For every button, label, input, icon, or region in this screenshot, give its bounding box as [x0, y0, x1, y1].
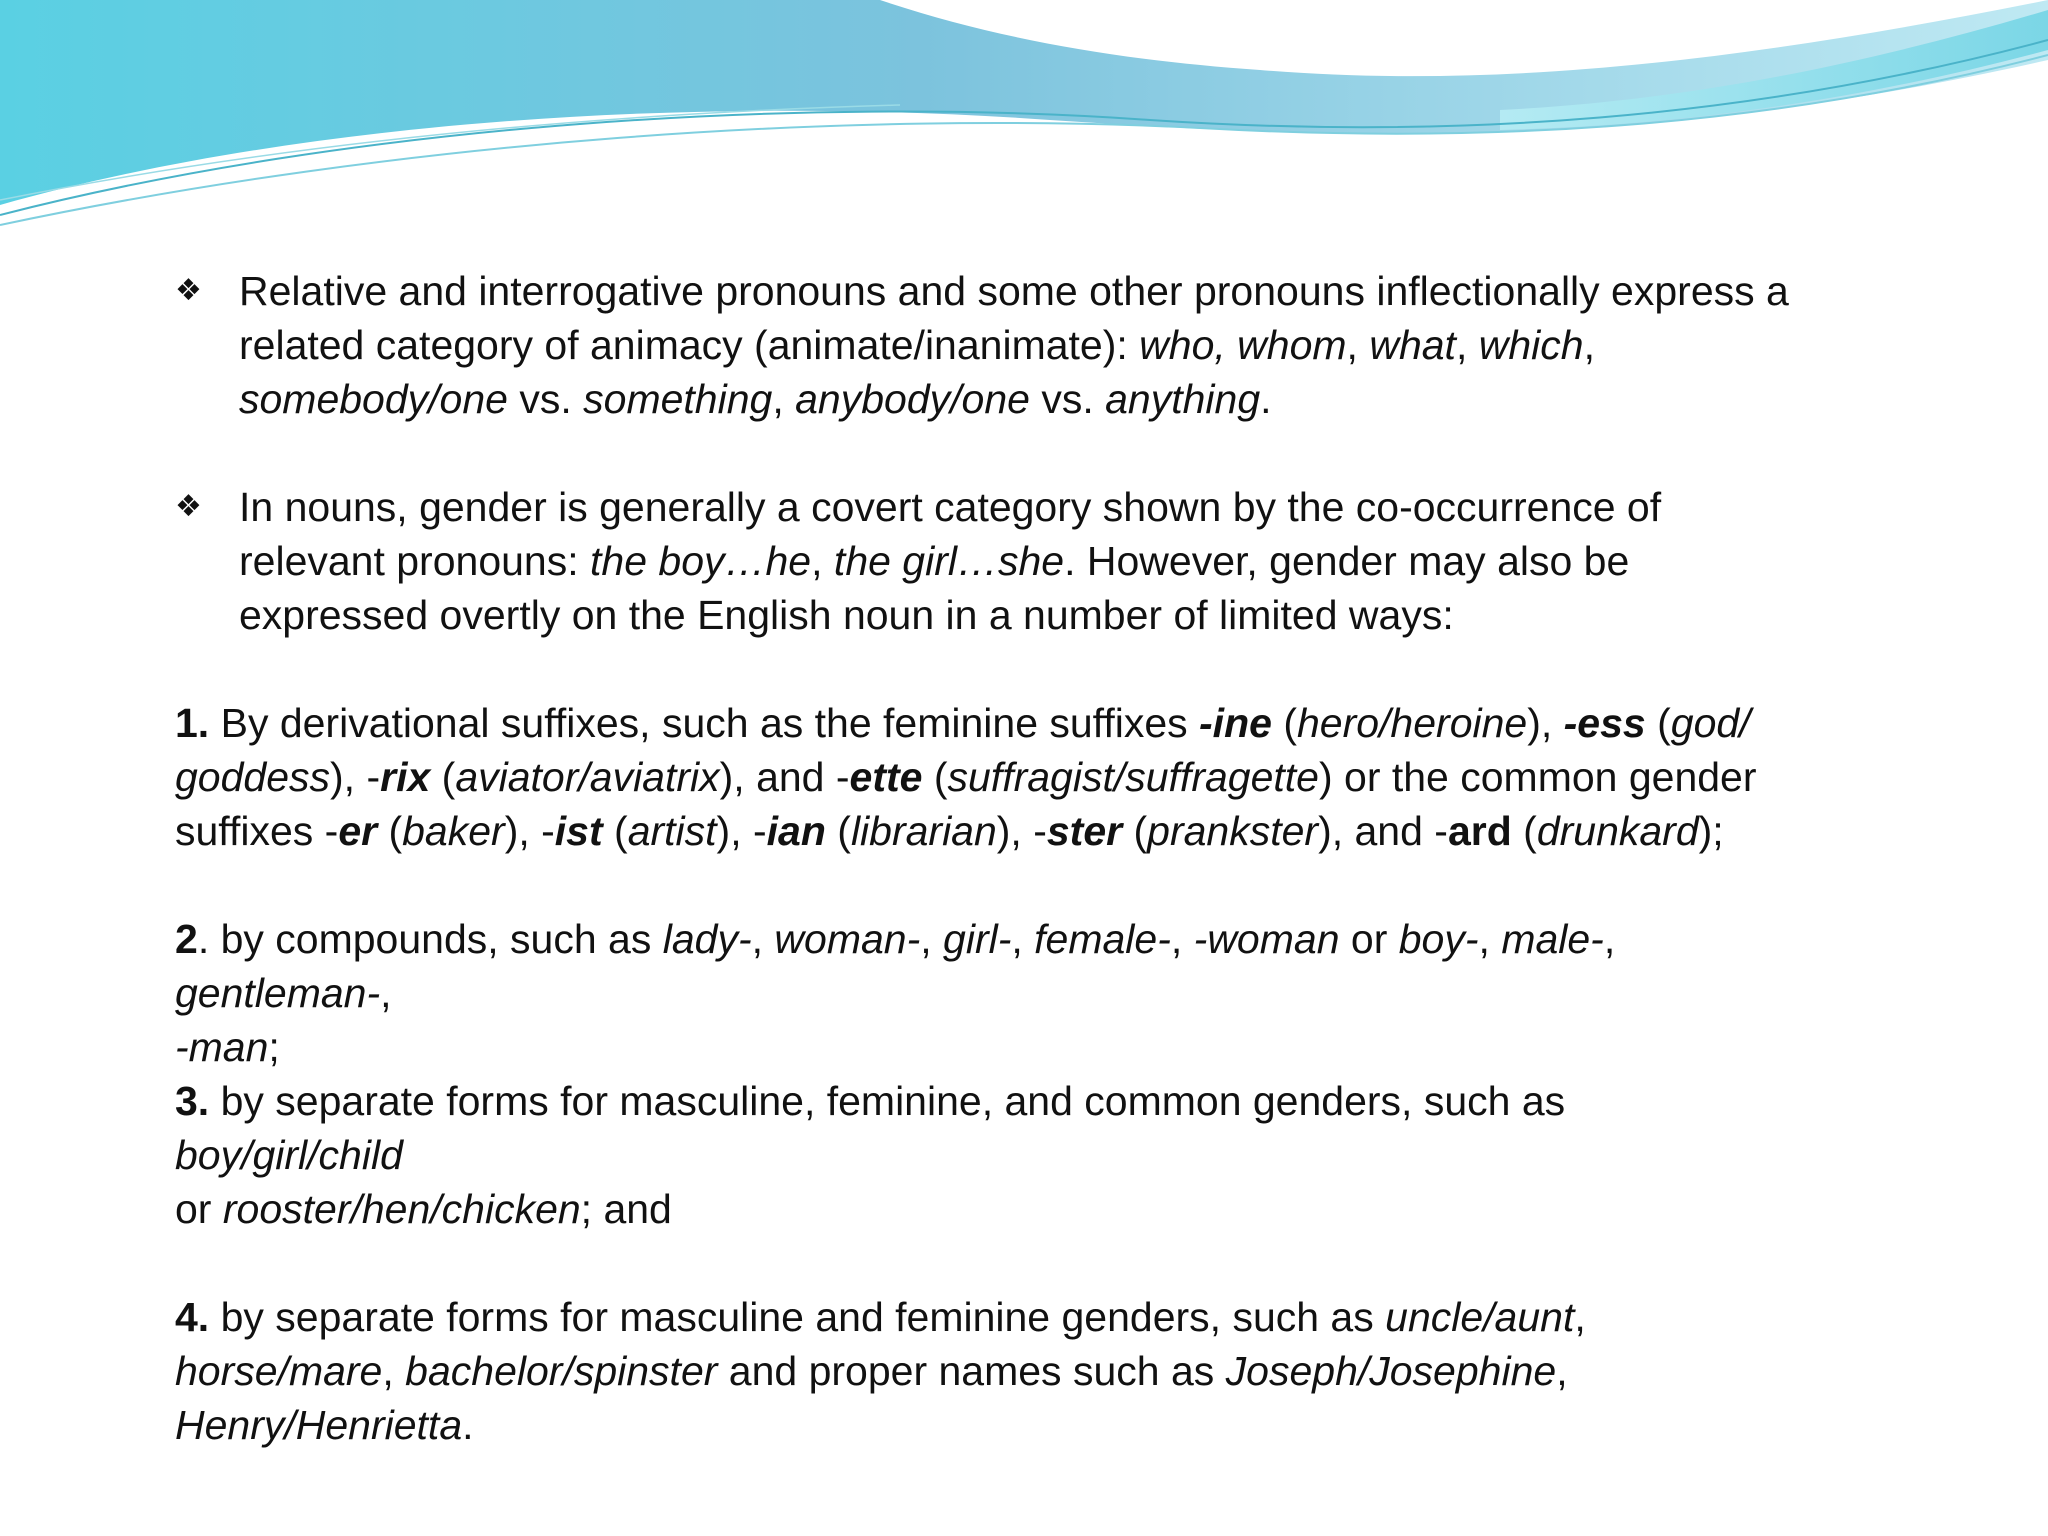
text-run: ,: [382, 1348, 406, 1394]
text-line: [239, 588, 1975, 642]
text-run: Relative and interrogative pronouns and some other pronouns inflectionally express a: [239, 268, 1789, 314]
text-line: [175, 1074, 1975, 1128]
text-run: ist: [554, 808, 603, 854]
text-run: rooster/hen/chicken: [222, 1186, 581, 1232]
text-run: related category of animacy (animate/inanimate):: [239, 322, 1140, 368]
text-run: anything: [1105, 376, 1261, 422]
text-run: ette: [849, 754, 923, 800]
text-run: the girl…she: [833, 538, 1065, 584]
text-line: [175, 750, 1975, 804]
numbered-item-2: [175, 912, 1975, 1074]
text-run: ,: [1556, 1348, 1568, 1394]
text-run: suffragist/suffragette: [947, 754, 1319, 800]
text-run: 3.: [175, 1078, 210, 1124]
text-run: ; and: [580, 1186, 672, 1232]
text-run: ,: [380, 970, 392, 1016]
spacer: [175, 858, 1975, 912]
text-run: relevant pronouns:: [239, 538, 591, 584]
text-run: girl-: [943, 916, 1012, 962]
text-run: ), and -: [719, 754, 850, 800]
text-run: ), -: [716, 808, 767, 854]
text-run: gentleman-: [175, 970, 381, 1016]
text-run: -ine: [1199, 700, 1272, 746]
text-run: ,: [811, 538, 834, 584]
text-run: . by compounds, such as: [197, 916, 663, 962]
text-run: Joseph/Josephine: [1225, 1348, 1557, 1394]
text-run: drunkard: [1536, 808, 1699, 854]
text-run: ,: [1574, 1294, 1586, 1340]
text-run: by separate forms for masculine and feminine genders, such as: [209, 1294, 1386, 1340]
bullet-animacy: [175, 264, 1975, 426]
text-line: [239, 480, 1975, 534]
text-run: ),: [1527, 700, 1564, 746]
text-run: ard: [1447, 808, 1512, 854]
text-run: hero/heroine: [1296, 700, 1528, 746]
spacer: [175, 642, 1975, 696]
text-run: ,: [1011, 916, 1035, 962]
text-line: [175, 1398, 1975, 1452]
text-run: -woman: [1193, 916, 1340, 962]
text-run: aviator/aviatrix: [455, 754, 720, 800]
text-run: .: [1260, 376, 1272, 422]
text-run: In nouns, gender is generally a covert category shown by the co-occurrence of: [239, 484, 1662, 530]
text-run: bachelor/spinster: [405, 1348, 718, 1394]
text-run: artist: [627, 808, 717, 854]
text-run: By derivational suffixes, such as the feminine suffixes: [209, 700, 1200, 746]
text-run: boy-: [1398, 916, 1479, 962]
text-run: rix: [380, 754, 431, 800]
text-run: librarian: [850, 808, 997, 854]
text-run: 1.: [175, 700, 210, 746]
text-run: Henry/Henrietta: [175, 1402, 463, 1448]
slide-body: [175, 264, 1975, 1452]
text-run: ,: [1583, 322, 1595, 368]
text-run: who, whom: [1139, 322, 1347, 368]
text-run: (: [1122, 808, 1148, 854]
text-run: what: [1369, 322, 1456, 368]
text-run: vs.: [507, 376, 584, 422]
text-run: ;: [268, 1024, 280, 1070]
text-line: [175, 1182, 1975, 1236]
text-run: ), and -: [1318, 808, 1448, 854]
four-diamond-icon: ❖: [175, 273, 202, 308]
text-run: which: [1478, 322, 1584, 368]
text-run: );: [1698, 808, 1724, 854]
text-run: vs.: [1029, 376, 1106, 422]
text-run: ,: [1346, 322, 1370, 368]
text-run: anybody/one: [795, 376, 1030, 422]
text-run: ), -: [330, 754, 381, 800]
text-run: ,: [1478, 916, 1502, 962]
text-line: [239, 372, 1975, 426]
bullet-text: [239, 264, 1975, 426]
bullet-text: [239, 480, 1975, 642]
spacer: [175, 426, 1975, 480]
text-run: expressed overtly on the English noun in a number of limited ways:: [239, 592, 1454, 638]
text-run: something: [583, 376, 773, 422]
text-run: woman-: [774, 916, 921, 962]
text-run: (: [1645, 700, 1671, 746]
text-line: [175, 1344, 1975, 1398]
bullet-noun-gender: [175, 480, 1975, 642]
text-line: [239, 534, 1975, 588]
text-run: and proper names such as: [717, 1348, 1226, 1394]
text-run: er: [338, 808, 378, 854]
text-run: ,: [772, 376, 796, 422]
text-run: -ess: [1563, 700, 1646, 746]
text-run: (: [430, 754, 456, 800]
text-run: ian: [766, 808, 826, 854]
text-run: boy/girl/child: [175, 1132, 403, 1178]
text-run: 4.: [175, 1294, 210, 1340]
text-run: the boy…he: [590, 538, 812, 584]
text-run: somebody/one: [239, 376, 508, 422]
text-run: (: [1511, 808, 1537, 854]
text-line: [239, 264, 1975, 318]
spacer: [175, 1236, 1975, 1290]
text-run: (: [825, 808, 851, 854]
text-line: [175, 966, 1975, 1020]
numbered-item-3: [175, 1074, 1975, 1236]
text-run: ), -: [996, 808, 1047, 854]
text-run: ,: [1455, 322, 1479, 368]
text-run: horse/mare: [175, 1348, 383, 1394]
text-run: or: [175, 1186, 223, 1232]
text-run: (: [377, 808, 403, 854]
text-run: ,: [920, 916, 944, 962]
text-line: [175, 1020, 1975, 1074]
text-line: [175, 1128, 1975, 1182]
numbered-item-1: [175, 696, 1975, 858]
text-line: [175, 912, 1975, 966]
text-run: ster: [1046, 808, 1123, 854]
text-run: ) or the common gender: [1318, 754, 1757, 800]
text-run: lady-: [662, 916, 752, 962]
text-run: goddess: [175, 754, 331, 800]
four-diamond-icon: ❖: [175, 489, 202, 524]
text-run: ,: [751, 916, 775, 962]
text-run: uncle/aunt: [1385, 1294, 1575, 1340]
text-line: [175, 696, 1975, 750]
text-line: [175, 1290, 1975, 1344]
text-run: or: [1339, 916, 1399, 962]
text-run: .: [462, 1402, 474, 1448]
numbered-item-4: [175, 1290, 1975, 1452]
text-run: prankster: [1147, 808, 1319, 854]
text-run: ,: [1603, 916, 1616, 962]
text-run: by separate forms for masculine, feminine, and common genders, such as: [209, 1078, 1566, 1124]
text-line: [175, 804, 1975, 858]
text-run: (: [1271, 700, 1297, 746]
text-run: god/: [1670, 700, 1751, 746]
wave-header-decoration: [0, 0, 2048, 240]
text-run: female-: [1034, 916, 1171, 962]
text-run: ), -: [504, 808, 555, 854]
text-run: male-: [1501, 916, 1604, 962]
text-run: . However, gender may also be: [1064, 538, 1630, 584]
text-run: baker: [402, 808, 505, 854]
text-run: (: [602, 808, 628, 854]
text-run: -man: [175, 1024, 269, 1070]
text-run: suffixes -: [175, 808, 339, 854]
text-line: [239, 318, 1975, 372]
text-run: (: [922, 754, 948, 800]
text-run: ,: [1170, 916, 1194, 962]
text-run: 2: [175, 916, 198, 962]
